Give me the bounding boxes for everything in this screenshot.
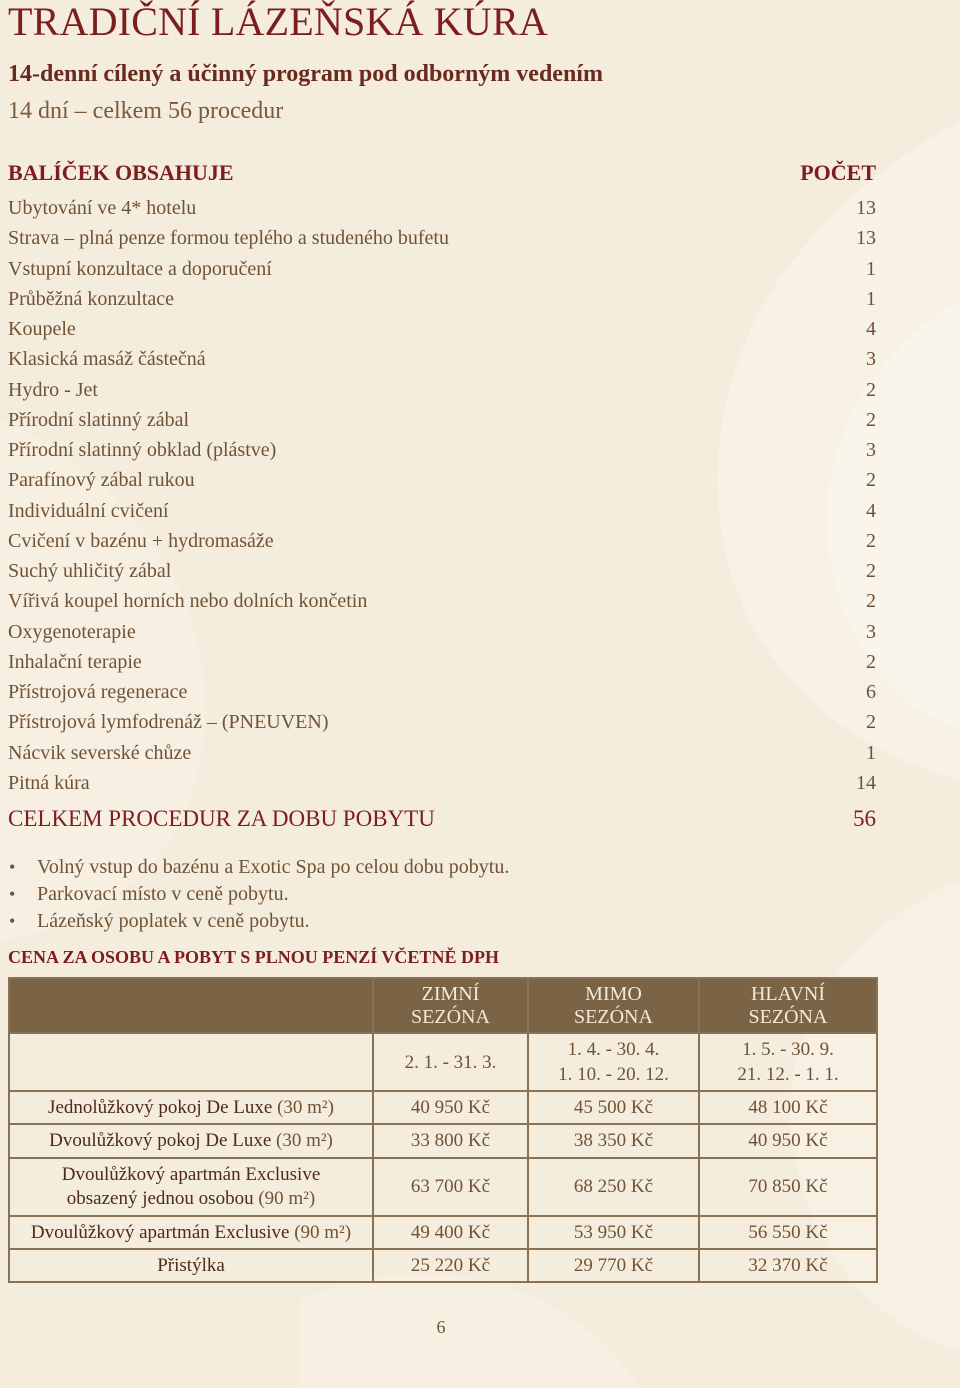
package-item-name: Parafínový zábal rukou — [8, 469, 195, 492]
package-item-count: 3 — [866, 620, 876, 643]
package-item-name: Nácvik severské chůze — [8, 741, 192, 764]
package-item-name: Přístrojová lymfodrenáž – (PNEUVEN) — [8, 711, 329, 734]
package-item — [8, 677, 876, 707]
bullet-icon: • — [9, 857, 16, 877]
price-heading: CENA ZA OSOBU A POBYT S PLNOU PENZÍ VČETNĚ DPH — [8, 947, 499, 967]
package-item — [8, 526, 876, 556]
package-item-count: 13 — [856, 227, 876, 250]
season-dates-off — [528, 1033, 699, 1091]
room-name: Jednolůžkový pokoj De Luxe — [48, 1096, 273, 1118]
package-item — [8, 435, 876, 465]
price-cell: 40 950 Kč — [699, 1124, 877, 1158]
page-number: 6 — [436, 1317, 446, 1337]
date-range: 1. 5. - 30. 9. — [742, 1039, 834, 1060]
page-title: TRADIČNÍ LÁZEŇSKÁ KÚRA — [8, 0, 548, 44]
package-item-count: 3 — [866, 348, 876, 371]
room-type-cell — [9, 1249, 373, 1282]
program-summary: 14 dní – celkem 56 procedur — [8, 98, 284, 124]
date-range: 2. 1. - 31. 3. — [404, 1051, 497, 1073]
price-cell: 38 350 Kč — [528, 1124, 699, 1158]
package-item-name: Klasická masáž částečná — [8, 348, 206, 371]
note-text: Volný vstup do bazénu a Exotic Spa po celou dobu pobytu. — [37, 856, 510, 878]
room-type-cell — [9, 1124, 373, 1158]
package-item-count: 2 — [866, 378, 876, 401]
package-item — [8, 647, 876, 677]
program-subtitle: 14-denní cílený a účinný program pod odborným vedením — [8, 61, 603, 87]
package-item — [8, 496, 876, 526]
price-cell: 29 770 Kč — [528, 1249, 699, 1282]
package-item-name: Koupele — [8, 318, 76, 340]
package-item-count: 6 — [866, 681, 876, 703]
room-name: Dvoulůžkový apartmán Exclusive — [30, 1221, 290, 1243]
package-item-count: 14 — [856, 771, 876, 794]
price-table — [8, 977, 878, 1283]
package-item-name: Vířivá koupel horních nebo dolních končetin — [8, 590, 368, 613]
season-header-row — [9, 978, 877, 1033]
room-area: (90 m²) — [258, 1188, 316, 1209]
count-heading: POČET — [800, 160, 876, 185]
total-row — [8, 804, 876, 834]
package-item — [8, 738, 876, 768]
price-cell: 70 850 Kč — [699, 1158, 877, 1216]
package-item-count: 2 — [866, 650, 876, 673]
package-item — [8, 375, 876, 405]
note-item — [8, 854, 876, 881]
package-item — [8, 586, 876, 616]
package-item — [8, 617, 876, 647]
price-row — [9, 1216, 877, 1249]
package-item-name: Přístrojová regenerace — [8, 681, 188, 703]
note-item — [8, 881, 876, 908]
package-item — [8, 344, 876, 374]
package-item-name: Přírodní slatinný obklad (plástve) — [8, 439, 277, 461]
price-cell: 56 550 Kč — [699, 1216, 877, 1249]
package-item-count: 4 — [866, 499, 876, 522]
price-cell: 53 950 Kč — [528, 1216, 699, 1249]
season-dates-row — [9, 1033, 877, 1091]
note-text: Parkovací místo v ceně pobytu. — [37, 883, 289, 905]
price-cell: 33 800 Kč — [373, 1124, 528, 1158]
price-cell: 40 950 Kč — [373, 1091, 528, 1124]
room-name: Přistýlka — [157, 1254, 225, 1276]
package-header — [8, 159, 876, 187]
package-item-count: 1 — [866, 257, 876, 280]
package-item-count: 2 — [866, 529, 876, 552]
room-name-detail: obsazený jednou osobou — [66, 1188, 254, 1209]
package-item-name: Suchý uhličitý zábal — [8, 560, 172, 582]
package-item-count: 4 — [866, 318, 876, 340]
package-item — [8, 707, 876, 737]
package-item — [8, 254, 876, 284]
price-cell: 48 100 Kč — [699, 1091, 877, 1124]
season-name: HLAVNÍ — [750, 982, 826, 1005]
package-item-count: 2 — [866, 560, 876, 582]
total-value: 56 — [853, 806, 876, 831]
package-item — [8, 223, 876, 253]
season-label: SEZÓNA — [748, 1005, 828, 1028]
package-item-count: 1 — [866, 287, 876, 310]
package-item — [8, 465, 876, 495]
room-type-cell — [9, 1158, 373, 1216]
header-empty-cell — [9, 978, 373, 1033]
package-items-list — [8, 193, 876, 798]
note-text: Lázeňský poplatek v ceně pobytu. — [37, 910, 310, 932]
package-item — [8, 284, 876, 314]
date-range: 1. 4. - 30. 4. — [567, 1039, 660, 1060]
bullet-icon: • — [9, 884, 16, 904]
room-area: (30 m²) — [277, 1096, 334, 1118]
notes-list — [8, 854, 876, 935]
date-range: 1. 10. - 20. 12. — [558, 1064, 669, 1085]
package-item-count: 3 — [866, 439, 876, 461]
price-cell: 32 370 Kč — [699, 1249, 877, 1282]
room-name: Dvoulůžkový pokoj De Luxe — [49, 1130, 272, 1151]
package-item-name: Inhalační terapie — [8, 650, 142, 673]
price-row — [9, 1124, 877, 1158]
season-header-winter — [373, 978, 528, 1033]
bullet-icon: • — [9, 911, 16, 931]
package-item-count: 2 — [866, 469, 876, 492]
package-item-name: Průběžná konzultace — [8, 287, 175, 310]
season-dates-winter — [373, 1033, 528, 1091]
dates-empty-cell — [9, 1033, 373, 1091]
season-label: SEZÓNA — [574, 1005, 653, 1028]
package-item-name: Přírodní slatinný zábal — [8, 408, 190, 431]
season-header-off — [528, 978, 699, 1033]
price-row — [9, 1249, 877, 1282]
package-item-name: Pitná kúra — [8, 771, 90, 794]
package-item-name: Oxygenoterapie — [8, 620, 136, 643]
season-name: MIMO — [585, 982, 642, 1005]
package-item-name: Strava – plná penze formou teplého a studeného bufetu — [8, 227, 449, 250]
price-cell: 63 700 Kč — [373, 1158, 528, 1216]
package-item-count: 1 — [866, 741, 876, 764]
package-item — [8, 193, 876, 223]
room-name: Dvoulůžkový apartmán Exclusive — [61, 1164, 321, 1185]
room-area: (90 m²) — [294, 1221, 352, 1243]
price-cell: 25 220 Kč — [373, 1249, 528, 1282]
package-item-name: Vstupní konzultace a doporučení — [8, 257, 272, 280]
price-row — [9, 1091, 877, 1124]
package-item-count: 2 — [866, 590, 876, 613]
note-item — [8, 908, 876, 935]
season-name: ZIMNÍ — [421, 982, 480, 1005]
package-item-name: Individuální cvičení — [8, 499, 169, 522]
price-row — [9, 1158, 877, 1216]
room-type-cell — [9, 1091, 373, 1124]
total-label: CELKEM PROCEDUR ZA DOBU POBYTU — [8, 806, 435, 831]
package-item-count: 2 — [866, 408, 876, 431]
package-item — [8, 314, 876, 344]
season-header-main — [699, 978, 877, 1033]
season-dates-main — [699, 1033, 877, 1091]
season-label: SEZÓNA — [411, 1005, 490, 1028]
price-cell: 45 500 Kč — [528, 1091, 699, 1124]
room-type-cell — [9, 1216, 373, 1249]
package-item — [8, 556, 876, 586]
price-cell: 68 250 Kč — [528, 1158, 699, 1216]
package-item — [8, 768, 876, 798]
package-item-name: Ubytování ve 4* hotelu — [8, 197, 197, 219]
package-item-count: 2 — [866, 711, 876, 734]
package-heading: BALÍČEK OBSAHUJE — [8, 160, 234, 185]
price-cell: 49 400 Kč — [373, 1216, 528, 1249]
package-item-name: Hydro - Jet — [8, 378, 98, 401]
package-item-count: 13 — [856, 197, 876, 219]
date-range: 21. 12. - 1. 1. — [737, 1064, 839, 1085]
package-item-name: Cvičení v bazénu + hydromasáže — [8, 529, 274, 552]
package-item — [8, 405, 876, 435]
room-area: (30 m²) — [276, 1130, 333, 1151]
